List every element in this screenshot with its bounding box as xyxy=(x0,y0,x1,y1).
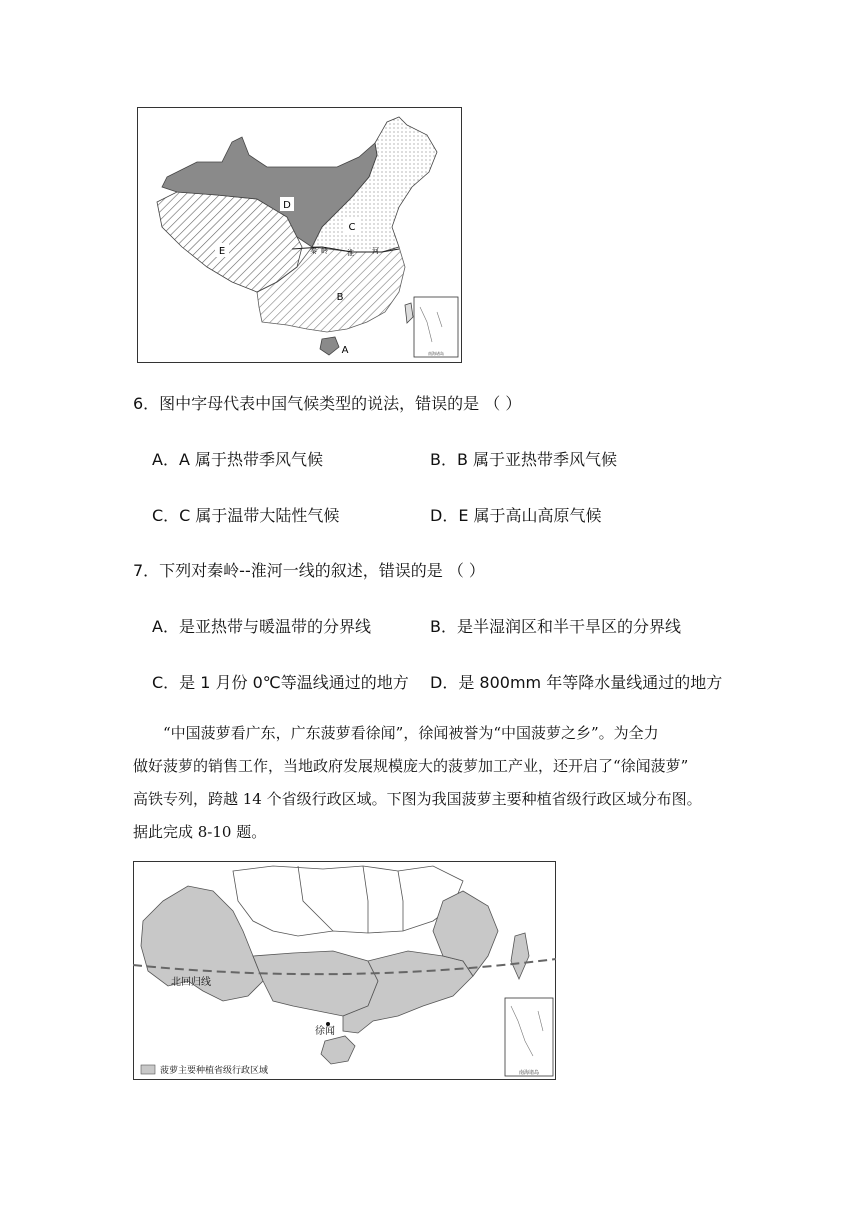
q7-option-a: A．是亚热带与暖温带的分界线 xyxy=(152,617,371,636)
label-b: B xyxy=(336,292,344,303)
label-e: E xyxy=(218,246,226,257)
q7-option-d: D．是 800mm 年等降水量线通过的地方 xyxy=(430,673,723,692)
q6-option-d: D．E 属于高山高原气候 xyxy=(430,506,602,525)
passage-line-2: 做好菠萝的销售工作，当地政府发展规模庞大的菠萝加工产业，还开启了“徐闻菠萝” xyxy=(133,757,689,775)
south-sea-inset xyxy=(414,297,458,357)
passage-line-1: “中国菠萝看广东，广东菠萝看徐闻”，徐闻被誉为“中国菠萝之乡”。为全力 xyxy=(163,724,659,742)
inset-label: 南海诸岛 xyxy=(518,1070,540,1076)
pineapple-province-map xyxy=(133,861,556,1080)
legend-swatch xyxy=(141,1065,155,1074)
passage-line-3: 高铁专列，跨越 14 个省级行政区域。下图为我国菠萝主要种植省级行政区域分布图。 xyxy=(133,790,702,808)
q7-stem: 7．下列对秦岭--淮河一线的叙述，错误的是 （ ） xyxy=(133,561,485,580)
q6-stem: 6．图中字母代表中国气候类型的说法，错误的是 （ ） xyxy=(133,394,522,413)
label-ling: 岭 xyxy=(321,247,328,255)
inset-label: 南海诸岛 xyxy=(428,351,444,356)
q6-option-c: C．C 属于温带大陆性气候 xyxy=(152,506,340,525)
china-climate-map xyxy=(137,107,462,363)
q6-option-b: B．B 属于亚热带季风气候 xyxy=(430,450,618,469)
south-sea-inset xyxy=(505,998,553,1076)
label-a: A xyxy=(341,345,349,356)
legend-label: 菠萝主要种植省级行政区域 xyxy=(160,1066,269,1076)
label-qin: 秦 xyxy=(310,247,317,255)
label-huai: 淮 xyxy=(347,249,354,257)
label-he: 河 xyxy=(372,247,379,255)
q7-option-b: B．是半湿润区和半干旱区的分界线 xyxy=(430,617,681,636)
q7-option-c: C．是 1 月份 0℃等温线通过的地方 xyxy=(152,673,409,692)
label-c: C xyxy=(348,222,356,233)
q6-option-a: A．A 属于热带季风气候 xyxy=(152,450,323,469)
passage-line-4: 据此完成 8-10 题。 xyxy=(133,823,267,841)
label-d: D xyxy=(283,200,291,211)
tropic-label: 北回归线 xyxy=(171,977,211,988)
xuwen-label: 徐闻 xyxy=(315,1026,335,1037)
